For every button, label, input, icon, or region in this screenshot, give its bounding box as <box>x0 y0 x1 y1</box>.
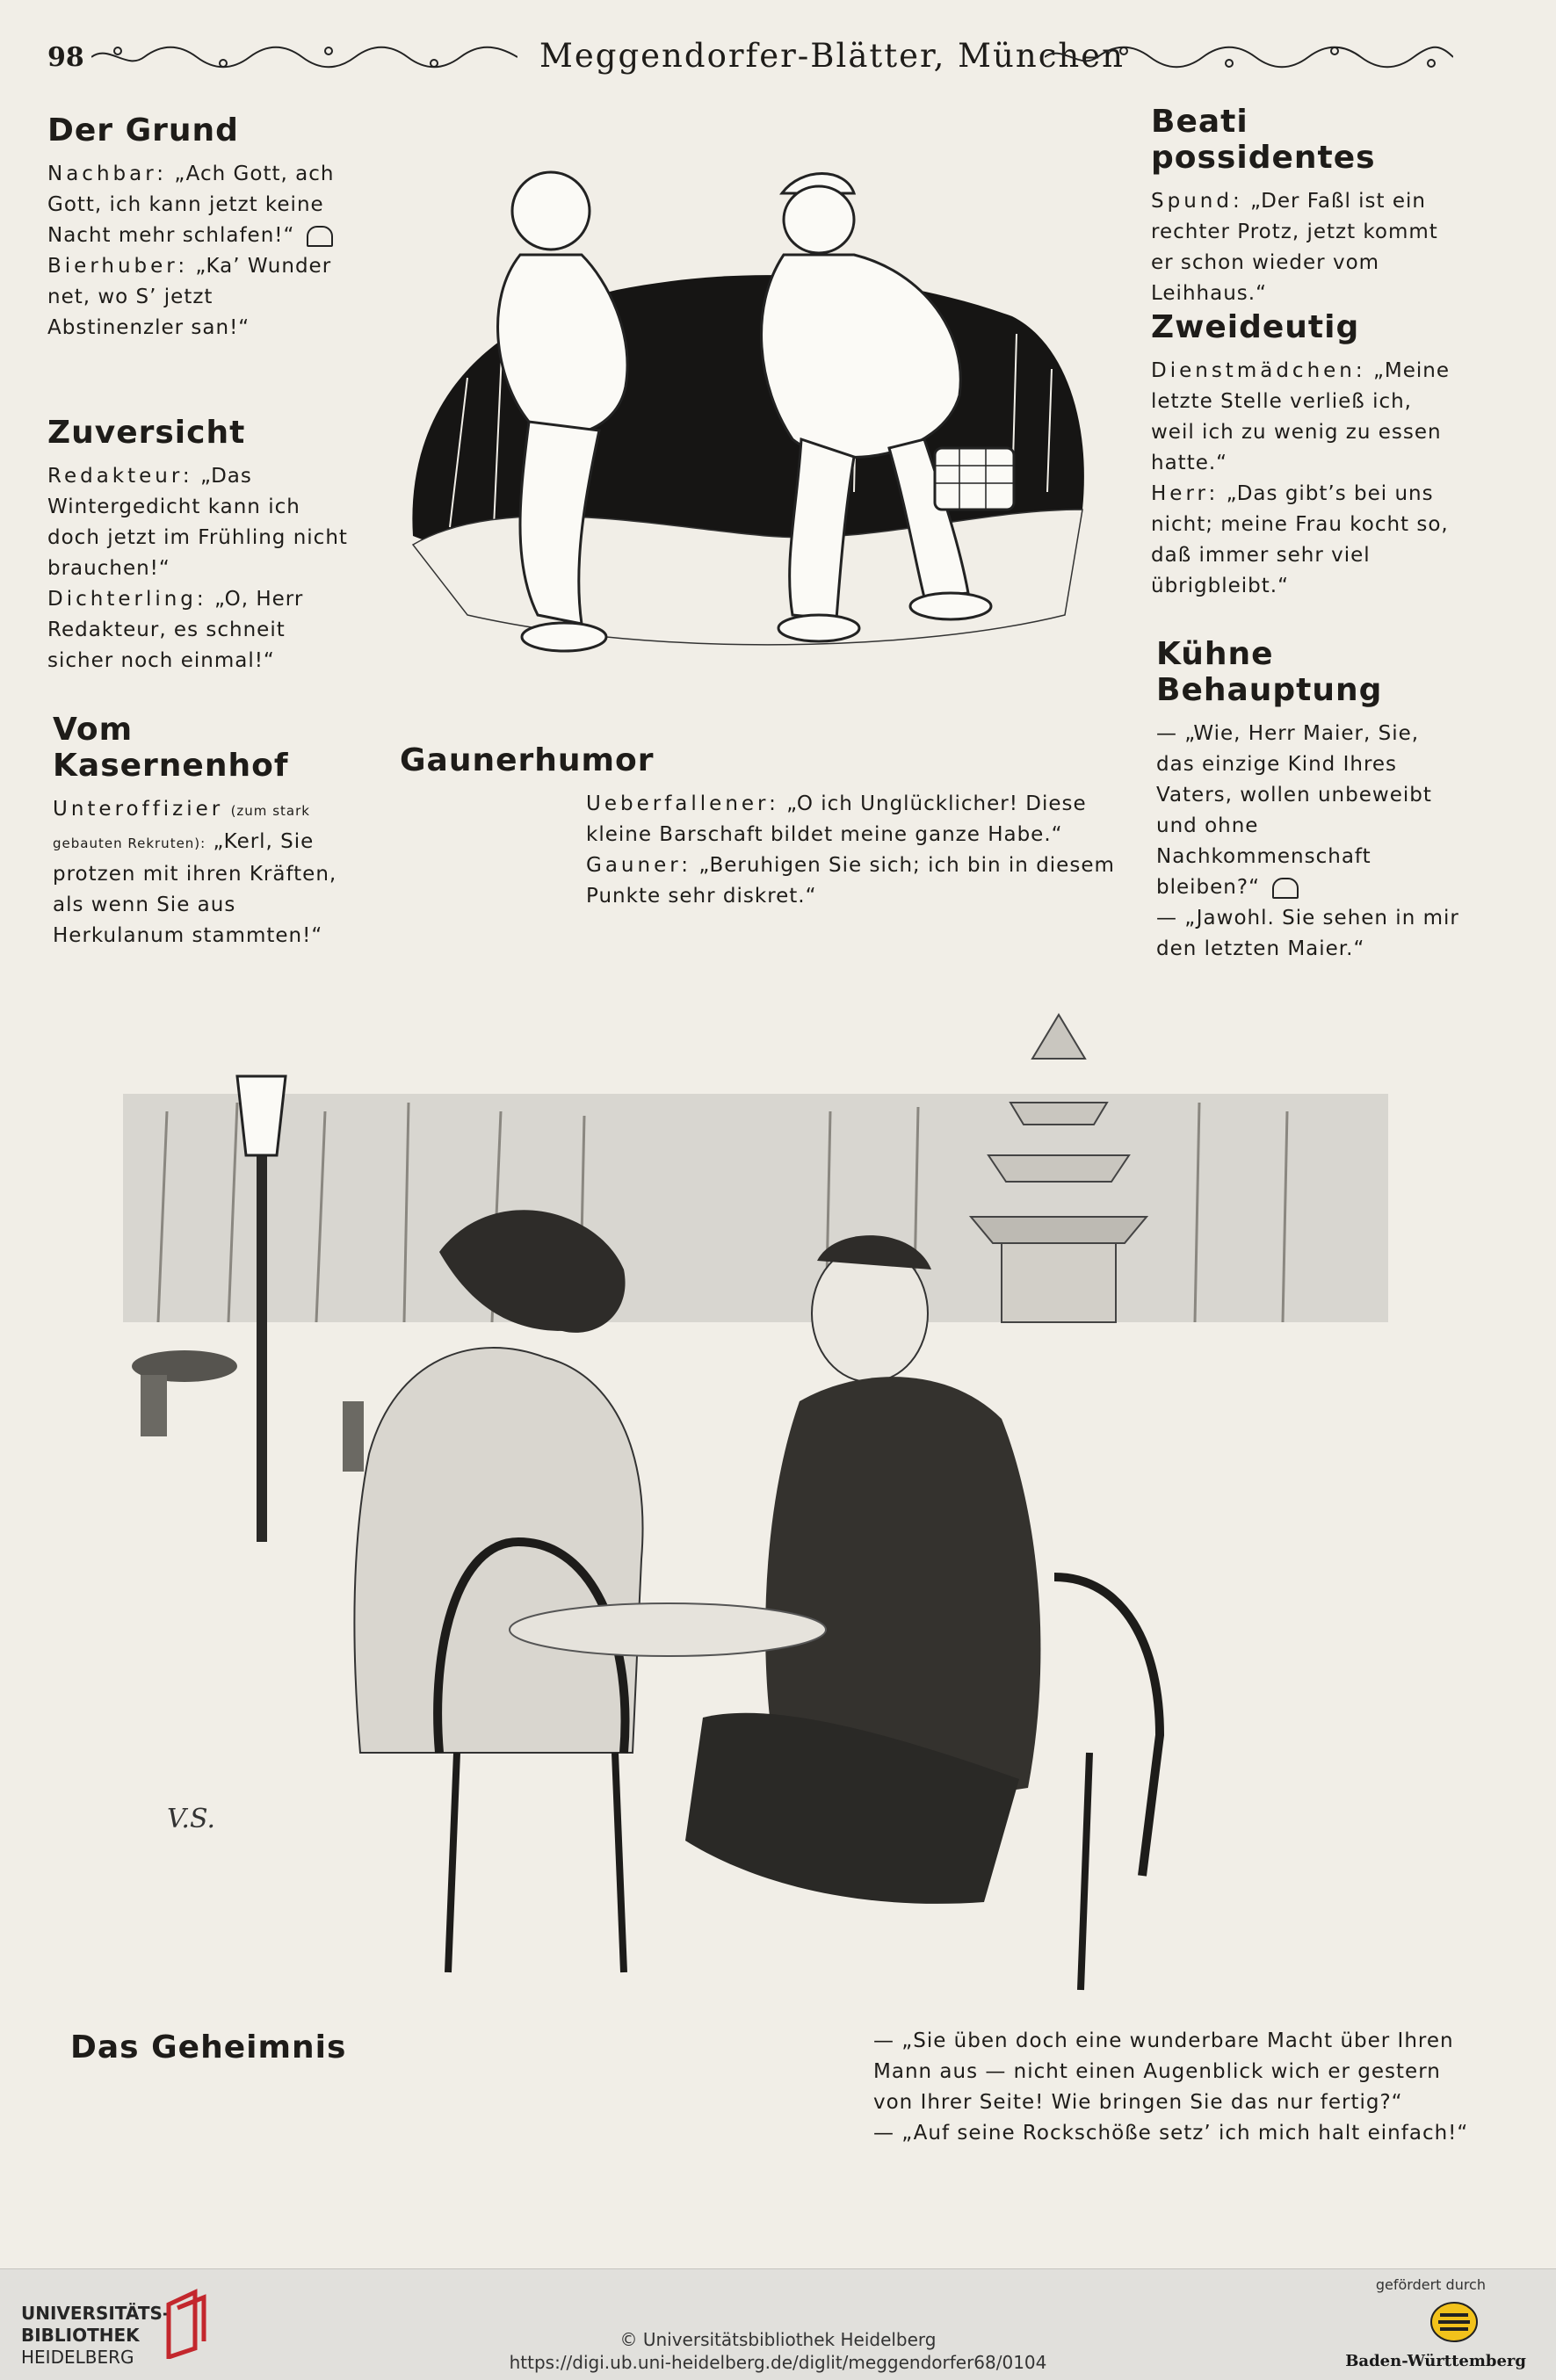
dialogue-text: „Ach Gott, ach Gott, ich kann jetzt keine Nacht mehr schlafen!“ <box>47 163 335 247</box>
signet-icon <box>307 226 333 247</box>
section-title: Zuversicht <box>47 415 246 451</box>
dialogue <box>47 159 346 344</box>
library-name-line: UNIVERSITÄTS- <box>21 2303 170 2324</box>
dialogue-text: „Das Wintergedicht kann ich doch jetzt im Frühling nicht brauchen!“ <box>47 465 348 580</box>
speaker: Gauner: <box>586 854 692 877</box>
section-das-geheimnis-text <box>873 2026 1480 2149</box>
dialogue <box>53 794 357 951</box>
section-zuversicht <box>47 415 351 676</box>
copyright-text: © Universitätsbibliothek Heidelberg <box>619 2329 937 2350</box>
section-title: Der Grund <box>47 112 239 148</box>
dialogue-text: — „Wie, Herr Maier, Sie, das einzige Kind Ihres Vaters, wollen unbeweibt und ohne Nachkommenschaft bleiben?“ <box>1156 722 1432 899</box>
speaker: Dienstmädchen: <box>1151 359 1366 382</box>
section-title: Kühne Behauptung <box>1156 636 1383 708</box>
speaker: Redakteur: <box>47 465 193 488</box>
speaker: Nachbar: <box>47 163 168 185</box>
speaker: Herr: <box>1151 482 1219 505</box>
section-beati-possidentes <box>1151 104 1454 309</box>
dialogue-text: „Meine letzte Stelle verließ ich, weil ich zu wenig zu essen hatte.“ <box>1151 359 1450 474</box>
dialogue-text: „Das gibt’s bei uns nicht; meine Frau kocht so, daß immer sehr viel übrigbleibt.“ <box>1151 482 1449 597</box>
dialogue-text: „Ka’ Wunder net, wo S’ jetzt Abstinenzler san!“ <box>47 255 332 339</box>
dialogue-text: „Beruhigen Sie sich; ich bin in diesem Punkte sehr diskret.“ <box>586 854 1115 908</box>
speaker: Unteroffizier <box>53 798 224 821</box>
dialogue <box>873 2026 1480 2149</box>
illustration-garden-couple <box>105 962 1406 2007</box>
viewer-footer <box>0 2268 1556 2380</box>
library-name-line: HEIDELBERG <box>21 2347 134 2368</box>
dialogue <box>1151 186 1454 309</box>
funded-by-label: gefördert durch <box>1375 2276 1486 2293</box>
artist-signature: V.S. <box>167 1804 215 1834</box>
section-der-grund <box>47 112 346 344</box>
signet-icon <box>1272 878 1299 899</box>
masthead-title: Meggendorfer-Blätter, München <box>539 37 1125 75</box>
dialogue <box>47 461 351 676</box>
section-kuehne-behauptung <box>1156 636 1459 965</box>
dialogue <box>1151 356 1454 602</box>
page-header <box>47 35 1453 79</box>
speaker: Ueberfallener: <box>586 792 779 815</box>
dialogue-text: — „Sie üben doch eine wunderbare Macht über Ihren Mann aus — nicht einen Augenblick wich er gestern von Ihrer Seite! Wie bringen Sie das nur fertig?“ <box>873 2029 1454 2114</box>
illustration-garden-couple-drawing <box>105 962 1406 2007</box>
illustration-two-men <box>397 158 1093 659</box>
speaker: Spund: <box>1151 190 1243 213</box>
vine-ornament-icon <box>91 42 517 72</box>
dialogue-text: — „Auf seine Rockschöße setz’ ich mich halt einfach!“ <box>873 2122 1469 2145</box>
dialogue <box>586 789 1120 912</box>
page-number: 98 <box>47 42 84 73</box>
section-das-geheimnis-title <box>70 2029 387 2076</box>
state-name: Baden-Württemberg <box>1345 2352 1526 2370</box>
dialogue-text: „Der Faßl ist ein rechter Protz, jetzt kommt er schon wieder vom Leihhaus.“ <box>1151 190 1438 305</box>
section-title: Beati possidentes <box>1151 104 1376 176</box>
section-gaunerhumor <box>400 742 1120 912</box>
dialogue <box>1156 719 1459 965</box>
dialogue-text: „O, Herr Redakteur, es schneit sicher noch einmal!“ <box>47 588 304 672</box>
section-zweideutig <box>1151 309 1454 602</box>
library-name-line: BIBLIOTHEK <box>21 2325 140 2346</box>
dialogue-text: „O ich Unglücklicher! Diese kleine Barschaft bildet meine ganze Habe.“ <box>586 792 1087 846</box>
section-title: Gaunerhumor <box>400 742 655 778</box>
vine-ornament-icon <box>1045 42 1453 72</box>
speaker: Dichterling: <box>47 588 207 611</box>
dialogue-text: — „Jawohl. Sie sehen in mir den letzten Maier.“ <box>1156 907 1459 960</box>
section-title: Vom Kasernenhof <box>53 712 289 784</box>
section-kasernenhof <box>53 712 357 951</box>
illustration-two-men-drawing <box>397 158 1093 659</box>
section-title: Zweideutig <box>1151 309 1360 345</box>
dialogue-text: „Kerl, Sie protzen mit ihren Kräften, als wenn Sie aus Herkulanum stammten!“ <box>53 830 337 947</box>
speaker: Bierhuber: <box>47 255 189 278</box>
state-crest-icon <box>1428 2299 1480 2345</box>
section-title: Das Geheimnis <box>70 2029 347 2065</box>
stage-note: (zum stark gebauten Rekruten): <box>53 803 310 851</box>
permalink[interactable]: https://digi.ub.uni-heidelberg.de/diglit/meggendorfer68/0104 <box>509 2352 1047 2373</box>
